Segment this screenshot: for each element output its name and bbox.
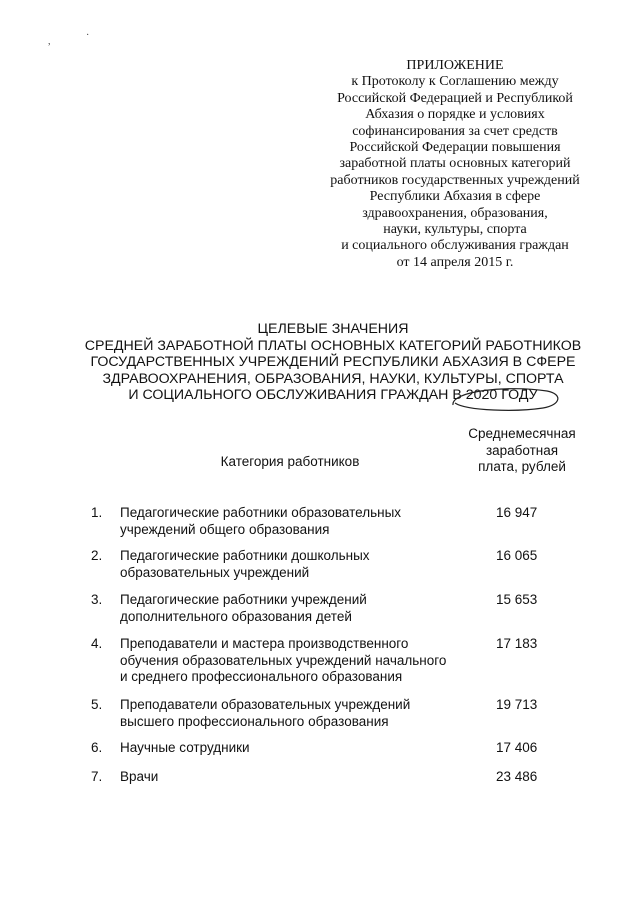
appendix-line: к Протоколу к Соглашению между	[351, 74, 559, 90]
row-number: 6.	[91, 740, 103, 755]
row-category-line: Врачи	[120, 769, 159, 784]
row-category-line: дополнительного образования детей	[120, 608, 352, 624]
row-category-line: Педагогические работники дошкольных	[120, 548, 370, 563]
appendix-line: заработной платы основных категорий	[339, 156, 571, 172]
appendix-date: от 14 апреля 2015 г.	[396, 254, 514, 270]
appendix-line: науки, культуры, спорта	[383, 222, 527, 238]
row-category	[120, 697, 480, 730]
header-category: Категория работников	[220, 454, 360, 469]
row-value: 17 183	[496, 636, 538, 651]
appendix-line: здравоохранения, образования,	[362, 205, 548, 221]
row-number: 5.	[91, 697, 103, 712]
appendix-line: Республики Абхазия в сфере	[369, 189, 541, 205]
row-value: 16 065	[496, 548, 538, 563]
row-value: 23 486	[496, 769, 538, 784]
row-category-line: учреждений общего образования	[120, 521, 330, 537]
handwritten-circle	[447, 383, 563, 413]
row-category	[120, 636, 480, 686]
row-category-line: Преподаватели образовательных учреждений	[120, 697, 411, 712]
row-category-line: Педагогические работники образовательных	[120, 505, 402, 520]
row-value: 15 653	[496, 592, 538, 607]
appendix-line: и социального обслуживания граждан	[341, 238, 569, 254]
row-category	[120, 740, 480, 757]
appendix-block	[310, 58, 600, 271]
row-category-line: Преподаватели и мастера производственного	[120, 636, 409, 651]
title-line: И СОЦИАЛЬНОГО ОБСЛУЖИВАНИЯ ГРАЖДАН В 2020 ГОДУ	[128, 387, 538, 403]
row-number: 7.	[91, 769, 103, 784]
header-salary-line: Среднемесячная	[468, 426, 576, 441]
row-category	[120, 592, 480, 625]
header-salary-line: заработная	[485, 442, 559, 458]
row-number: 3.	[91, 592, 103, 607]
scan-speck: ,	[48, 36, 51, 47]
row-value: 16 947	[496, 505, 538, 520]
row-category	[120, 505, 480, 538]
row-number: 1.	[91, 505, 103, 520]
row-category	[120, 548, 480, 581]
header-salary	[452, 426, 592, 476]
scan-speck: ·	[86, 30, 90, 41]
header-salary-line: плата, рублей	[478, 459, 566, 474]
appendix-line: софинансирования за счет средств	[352, 123, 558, 139]
row-category-line: и среднего профессионального образования	[120, 669, 403, 684]
appendix-heading: ПРИЛОЖЕНИЕ	[406, 58, 504, 73]
row-value: 19 713	[496, 697, 538, 712]
row-category-line: высшего профессионального образования	[120, 713, 389, 729]
title-line: ЦЕЛЕВЫЕ ЗНАЧЕНИЯ	[257, 321, 409, 337]
title-line: ЗДРАВООХРАНЕНИЯ, ОБРАЗОВАНИЯ, НАУКИ, КУЛЬТУРЫ, СПОРТА	[102, 370, 564, 387]
row-value: 17 406	[496, 740, 538, 755]
row-category-line: образовательных учреждений	[120, 564, 310, 580]
appendix-line: Российской Федерации повышения	[349, 140, 561, 156]
row-number: 4.	[91, 636, 103, 651]
title-line: ГОСУДАРСТВЕННЫХ УЧРЕЖДЕНИЙ РЕСПУБЛИКИ АБХАЗИЯ В СФЕРЕ	[90, 354, 576, 370]
row-category-line: Педагогические работники учреждений	[120, 592, 367, 607]
row-number: 2.	[91, 548, 103, 563]
appendix-line: Абхазия о порядке и условиях	[365, 107, 545, 123]
row-category-line: Научные сотрудники	[120, 740, 250, 755]
appendix-line: работников государственных учреждений	[330, 172, 580, 188]
row-category	[120, 769, 480, 786]
appendix-line: Российской Федерацией и Республикой	[337, 90, 573, 106]
row-category-line: обучения образовательных учреждений начального	[120, 652, 447, 668]
title-line: СРЕДНЕЙ ЗАРАБОТНОЙ ПЛАТЫ ОСНОВНЫХ КАТЕГОРИЙ РАБОТНИКОВ	[84, 337, 582, 354]
